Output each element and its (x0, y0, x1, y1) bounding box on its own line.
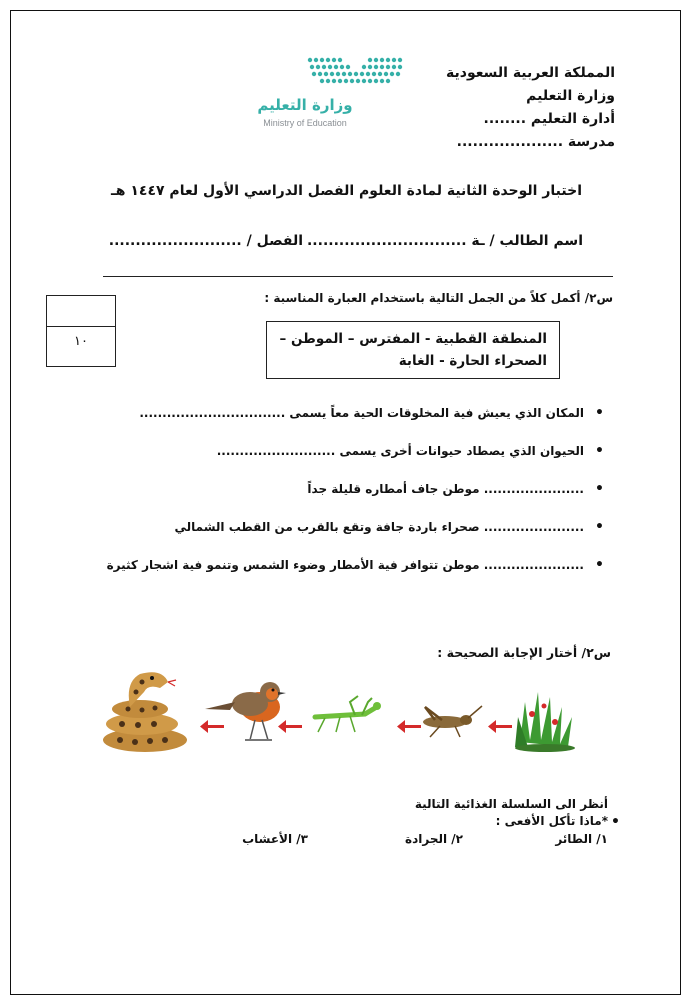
header-block (446, 62, 615, 154)
option-2[interactable]: ٢/ الجرادة (405, 832, 463, 846)
student-name-field[interactable]: اسم الطالب / ـة .............................. (306, 233, 583, 249)
arrow-icon (200, 720, 224, 733)
option-3[interactable]: ٣/ الأعشاب (242, 832, 308, 846)
arrow-icon (397, 720, 421, 733)
mantis-icon (315, 696, 381, 732)
q1-prompt: س٢/ أكمل كلاً من الجمل التالية باستخدام العبارة المناسبة : (264, 291, 613, 305)
q1-item-1[interactable]: • المكان الذي يعيش فية المخلوقات الحية معاً يسمى ................................ (88, 404, 608, 442)
arrow-icon (488, 720, 512, 733)
q1-item-4[interactable]: • ...................... صحراء باردة جافة وتقع بالقرب من القطب الشمالي (88, 518, 608, 556)
school-label: مدرسة .................... (456, 134, 615, 150)
score-box (46, 295, 116, 367)
word-bank-line-1: المنطقة القطبية - المفترس – الموطن – (279, 331, 547, 347)
q1-item-3[interactable]: • ...................... موطن جاف أمطاره قليلة جداً (88, 480, 608, 518)
exam-title: اختبار الوحدة الثانية لمادة العلوم الفصل الدراسي الأول لعام ١٤٤٧ هـ (111, 183, 582, 199)
q1-item-2[interactable]: • الحيوان الذي يصطاد حيوانات أخرى يسمى .......................... (88, 442, 608, 480)
q2-question: *ماذا تأكل الأفعى : (495, 814, 608, 828)
student-class-field[interactable]: الفصل / ......................... (108, 233, 303, 249)
q2-prompt: س٢/ أختار الإجابة الصحيحة : (437, 645, 611, 660)
q2-instruction: أنظر الى السلسلة الغذائية التالية (414, 797, 608, 811)
word-bank (266, 321, 560, 379)
word-bank-line-2: الصحراء الحارة - الغابة (398, 353, 547, 369)
ministry-logo (250, 52, 410, 142)
score-box-divider (47, 326, 115, 327)
bird-icon (205, 682, 286, 740)
logo-english-text: Ministry of Education (263, 118, 347, 128)
option-1[interactable]: ١/ الطائر (555, 832, 608, 846)
divider-line (103, 276, 613, 277)
score-value: ١٠ (74, 334, 88, 349)
snake-icon (103, 672, 187, 752)
food-chain-svg (100, 662, 580, 757)
q2-question-block (128, 796, 620, 830)
kingdom-label: المملكة العربية السعودية (446, 65, 615, 81)
q1-item-5[interactable]: • ...................... موطن تتوافر فية الأمطار وضوء الشمس وتنمو فية اشجار كثيرة (88, 556, 608, 594)
arrow-icon (278, 720, 302, 733)
food-chain-illustration (100, 662, 580, 757)
ministry-label: وزارة التعليم (526, 88, 615, 104)
q1-items (88, 404, 608, 594)
bullet-icon: • (611, 814, 620, 830)
admin-label: أدارة التعليم ........ (483, 111, 615, 127)
logo-arabic-text: وزارة التعليم (257, 96, 353, 114)
grasshopper-icon (423, 706, 482, 737)
grass-icon (515, 692, 575, 752)
